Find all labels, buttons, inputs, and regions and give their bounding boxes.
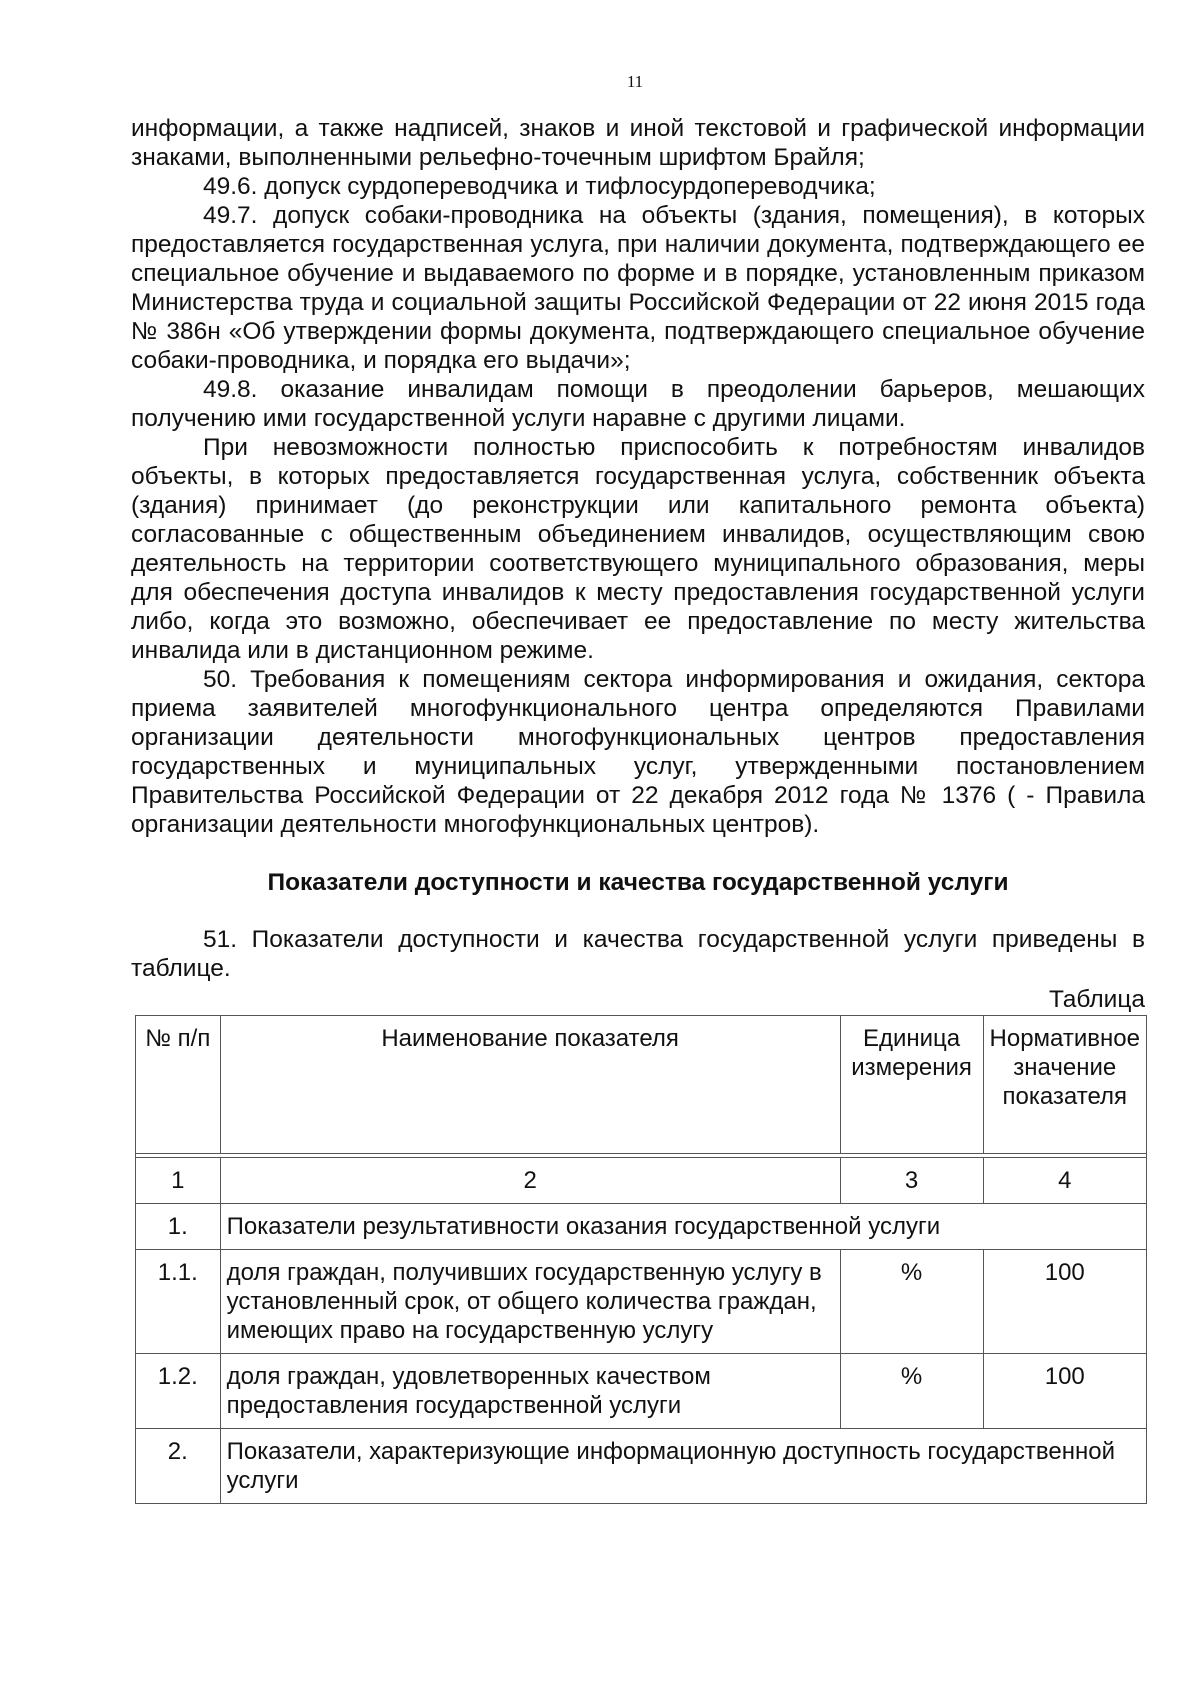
row-name: Показатели, характеризующие информационную доступность государственной услуги <box>220 1429 1146 1504</box>
intro-paragraph: 51. Показатели доступности и качества государственной услуги приведены в таблице. <box>131 926 1145 982</box>
table-row <box>136 1250 1147 1354</box>
paragraph: 49.6. допуск сурдопереводчика и тифлосурдопереводчика; <box>203 173 876 200</box>
header-cell-unit: Единица измерения <box>840 1016 983 1154</box>
row-number: 1.2. <box>136 1354 221 1429</box>
table-caption: Таблица <box>1048 986 1145 1013</box>
paragraph: При невозможности полностью приспособить к потребностям инвалидов объекты, в которых предоставляется государственная услуга, собственник объекта (здания) принимает (до реконструкции или капитального ремонта объекта) согласованные с общественным объединением инвалидов, осуществляющим свою деятельность на территории соответствующего муниципального образования, меры для обеспечения доступа инвалидов к месту предоставления государственной услуги либо, когда это возможно, обеспечивает ее предоставление по месту жительства инвалида или в дистанционном режиме. <box>131 434 1145 664</box>
table-header-row <box>136 1016 1147 1154</box>
row-value: 100 <box>983 1354 1147 1429</box>
indicators-table <box>135 1015 1147 1504</box>
column-number: 4 <box>983 1158 1147 1204</box>
page-number: 11 <box>626 72 644 91</box>
table-row-group <box>136 1204 1147 1250</box>
header-cell-number: № п/п <box>136 1016 221 1154</box>
column-number: 3 <box>840 1158 983 1204</box>
row-number: 1.1. <box>136 1250 221 1354</box>
row-unit: % <box>840 1354 983 1429</box>
header-cell-name: Наименование показателя <box>220 1016 840 1154</box>
paragraph: 50. Требования к помещениям сектора информирования и ожидания, сектора приема заявителей многофункционального центра определяются Правилами организации деятельности многофункциональных центров предоставления государственных и муниципальных услуг, утвержденными постановлением Правительства Российской Федерации от 22 декабря 2012 года № 1376 ( - Правила организации деятельности многофункциональных центров). <box>131 666 1145 838</box>
row-value: 100 <box>983 1250 1147 1354</box>
column-number: 1 <box>136 1158 221 1204</box>
row-number: 1. <box>136 1204 221 1250</box>
document-body <box>131 114 1145 1504</box>
column-number-row <box>136 1158 1147 1204</box>
header-cell-value: Нормативное значение показателя <box>983 1016 1147 1154</box>
table-row-group <box>136 1429 1147 1504</box>
paragraph: информации, а также надписей, знаков и иной текстовой и графической информации знаками, выполненными рельефно-точечным шрифтом Брайля; <box>131 115 1145 171</box>
table-row <box>136 1354 1147 1429</box>
row-name: доля граждан, удовлетворенных качеством предоставления государственной услуги <box>220 1354 840 1429</box>
column-number: 2 <box>220 1158 840 1204</box>
row-name: доля граждан, получивших государственную услугу в установленный срок, от общего количества граждан, имеющих право на государственную услугу <box>220 1250 840 1354</box>
section-heading: Показатели доступности и качества государственной услуги <box>267 869 1009 896</box>
row-unit: % <box>840 1250 983 1354</box>
row-number: 2. <box>136 1429 221 1504</box>
paragraph: 49.8. оказание инвалидам помощи в преодолении барьеров, мешающих получению ими государственной услуги наравне с другими лицами. <box>131 376 1145 432</box>
paragraph: 49.7. допуск собаки-проводника на объекты (здания, помещения), в которых предоставляется государственная услуга, при наличии документа, подтверждающего ее специальное обучение и выдаваемого по форме и в порядке, установленным приказом Министерства труда и социальной защиты Российской Федерации от 22 июня 2015 года № 386н «Об утверждении формы документа, подтверждающего специальное обучение собаки-проводника, и порядка его выдачи»; <box>131 202 1145 374</box>
row-name: Показатели результативности оказания государственной услуги <box>220 1204 1146 1250</box>
